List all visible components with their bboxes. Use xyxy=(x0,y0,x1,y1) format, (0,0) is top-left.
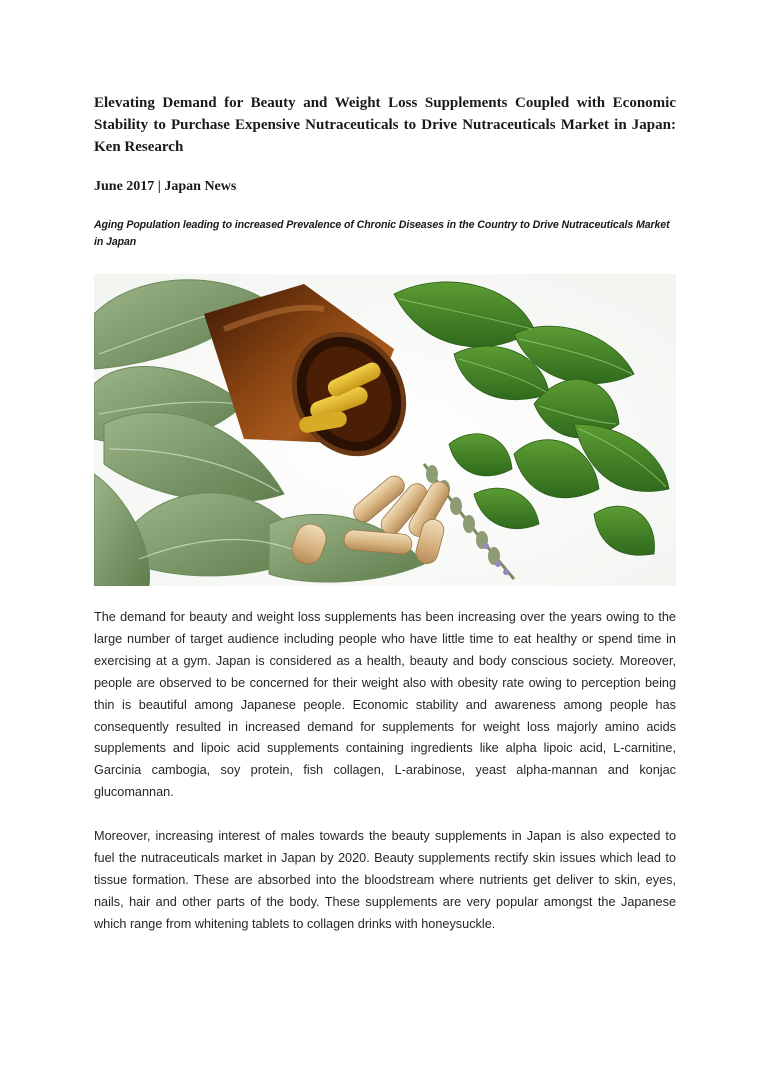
body-paragraph-2: Moreover, increasing interest of males towards the beauty supplements in Japan is also expected to fuel the nutraceuticals market in Japan by 2020. Beauty supplements rectify skin issues which lead to tissue formation. These are absorbed into the bloodstream where nutrients get deliver to skin, eyes, nails, hair and other parts of the body. These supplements are very popular amongst the Japanese which range from whitening tablets to collagen drinks with honeysuckle. xyxy=(94,829,676,931)
article-title: Elevating Demand for Beauty and Weight Loss Supplements Coupled with Economic Stability to Purchase Expensive Nutraceuticals to Drive Nutraceuticals Market in Japan: Ken Research xyxy=(94,95,676,155)
article-dateline: June 2017 | Japan News xyxy=(94,179,237,194)
body-paragraph-1: The demand for beauty and weight loss supplements has been increasing over the years owing to the large number of target audience including people who have little time to eat healthy or spend time in exercising at a gym. Japan is considered as a health, beauty and body conscious society. Moreover, people are observed to be concerned for their weight also with obesity rate owing to perception being thin is beautiful among Japanese people. Economic stability and awareness among people has consequently resulted in increased demand for supplements for weight loss majorly amino acids supplements and lipoic acid supplements containing ingredients like alpha lipoic acid, L-carnitine, Garcinia cambogia, soy protein, fish collagen, L-arabinose, yeast alpha-mannan and konjac glucomannan. xyxy=(94,610,676,800)
article-subtitle: Aging Population leading to increased Prevalence of Chronic Diseases in the Country to Drive Nutraceuticals Market in Japan xyxy=(94,219,670,248)
hero-image-herbal-supplements xyxy=(94,274,676,586)
